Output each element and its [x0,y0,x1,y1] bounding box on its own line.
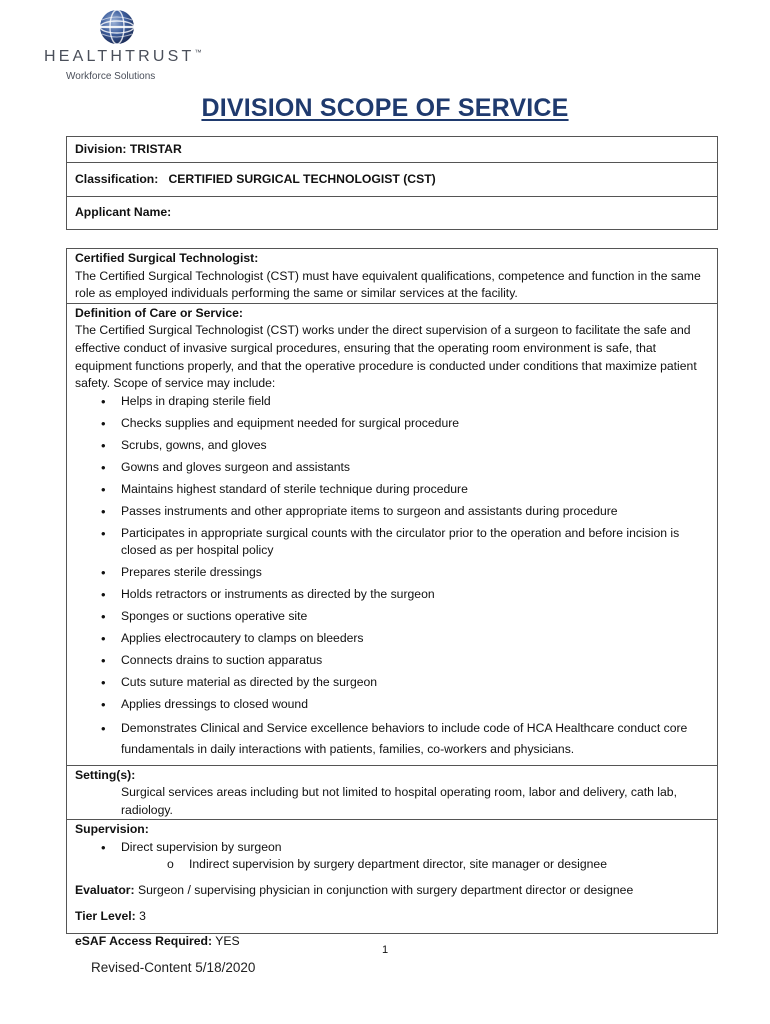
definition-heading: Definition of Care or Service: [75,305,243,320]
settings-heading: Setting(s): [75,767,136,782]
list-item: • Participates in appropriate surgical counts with the circulator prior to the operation and before incision is closed as per hospital policy [99,525,709,560]
cst-heading: Certified Surgical Technologist: [75,251,259,265]
scope-box [66,248,718,949]
scope-list [75,393,709,760]
list-item: • Cuts suture material as directed by the surgeon [99,674,709,692]
list-item: • Connects drains to suction apparatus [99,652,709,670]
applicant-row [67,197,717,228]
cst-text: The Certified Surgical Technologist (CST) must have equivalent qualifications, competence and function in the same role as employed individuals performing the same or similar services at the facility. [75,268,701,301]
brand-subtitle: Workforce Solutions [66,71,156,82]
supervision-sublist [75,856,709,874]
list-item: • Applies dressings to closed wound [99,696,709,714]
division-label: Division: [75,141,127,156]
list-item: • Applies electrocautery to clamps on bleeders [99,630,709,648]
supervision-list [75,839,709,857]
supervision-heading: Supervision: [75,822,149,837]
esaf-label: eSAF Access Required: [75,934,213,949]
evaluator-value: Surgeon / supervising physician in conjunction with surgery department director or designee [138,883,634,898]
list-item: o Indirect supervision by surgery department director, site manager or designee [167,856,709,874]
division-value: TRISTAR [129,141,182,156]
list-item: • Checks supplies and equipment needed for surgical procedure [99,415,709,433]
tier-value: 3 [139,908,146,923]
list-item: • Passes instruments and other appropriate items to surgeon and assistants during procedure [99,503,709,521]
list-item: • Gowns and gloves surgeon and assistants [99,459,709,477]
list-item: • Scrubs, gowns, and gloves [99,437,709,455]
page-title: DIVISION SCOPE OF SERVICE [201,94,569,122]
tier-row [75,908,709,926]
classification-label: Classification: [75,171,159,186]
definition-section [67,304,717,766]
brand-name: HEALTHTRUST™ [44,48,202,65]
list-item: • Direct supervision by surgeon [99,839,709,857]
healthtrust-logo [44,8,204,84]
definition-text: The Certified Surgical Technologist (CST) works under the direct supervision of a surgeon to facilitate the safe and effective conduct of invasive surgical procedures, ensuring that the operating room environment is safe, that equipment functions properly, and that the operative procedure is conducted under conditions that maximize patient safety. Scope of service may include: [75,323,697,391]
revised-date: Revised-Content 5/18/2020 [91,960,256,975]
esaf-value: YES [215,934,240,949]
applicant-label: Applicant Name: [75,204,172,219]
list-item: • Helps in draping sterile field [99,393,709,411]
cst-section [67,249,717,304]
classification-row [67,163,717,197]
globe-logo-icon [98,8,136,46]
header-box [66,136,718,230]
tier-label: Tier Level: [75,908,136,923]
evaluator-row [75,882,709,900]
list-item: • Prepares sterile dressings [99,564,709,582]
classification-value: CERTIFIED SURGICAL TECHNOLOGIST (CST) [168,171,436,186]
evaluator-label: Evaluator: [75,883,135,898]
list-item: • Sponges or suctions operative site [99,608,709,626]
settings-text: Surgical services areas including but not limited to hospital operating room, labor and delivery, cath lab, radiology. [121,785,677,817]
list-item: • Holds retractors or instruments as directed by the surgeon [99,586,709,604]
supervision-section [67,820,717,951]
list-item: • Demonstrates Clinical and Service excellence behaviors to include code of HCA Healthcare conduct core fundamentals in daily interactions with patients, families, co-workers and physicians. [99,718,709,760]
division-row [67,137,717,163]
page-number: 1 [381,944,389,956]
list-item: • Maintains highest standard of sterile technique during procedure [99,481,709,499]
settings-section [67,766,717,821]
